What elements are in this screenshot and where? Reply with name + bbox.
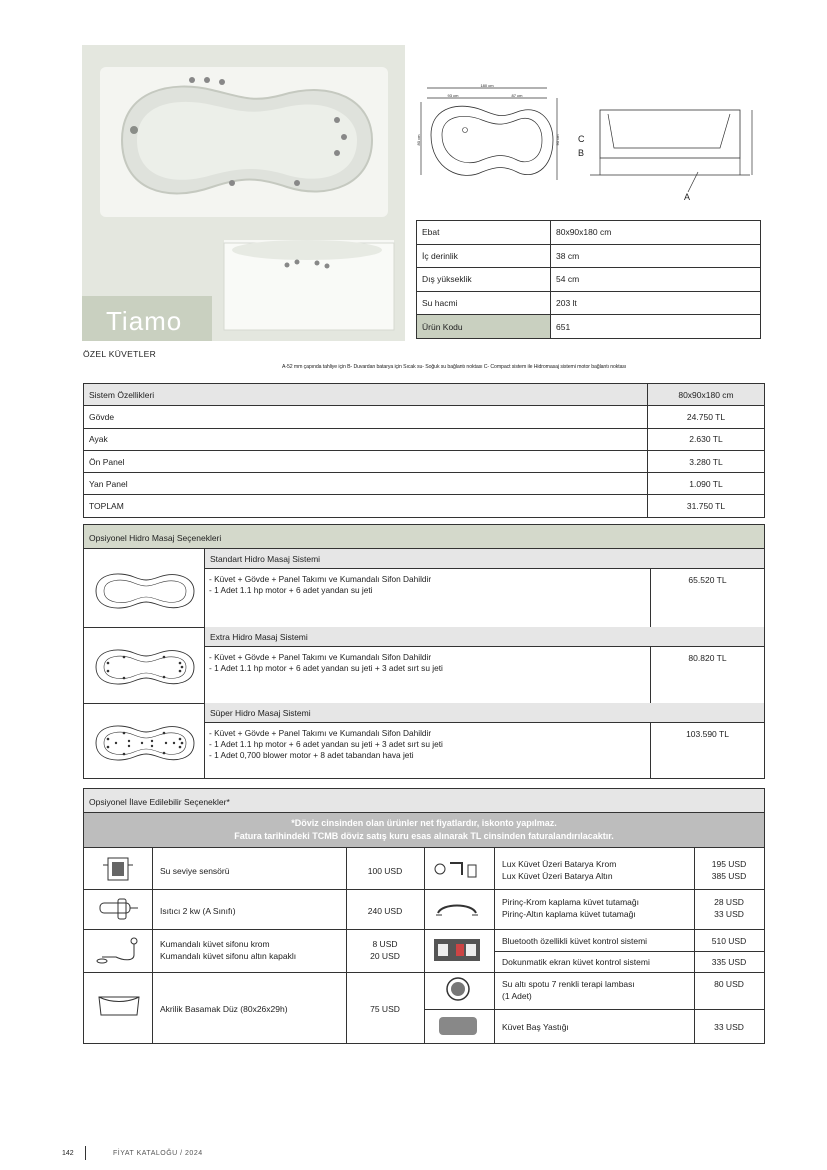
hydro-option-line: - Küvet + Gövde + Panel Takımı ve Kumandalı Sifon Dahildir [209,728,432,738]
spec-value: 54 cm [551,268,761,292]
spec-label: Ürün Kodu [417,315,551,339]
system-row-label: Gövde [84,406,648,428]
dim-right-label: 87 cm [511,93,523,98]
extra-name: Kumandalı küvet sifonu krom [160,939,270,949]
currency-notice [84,813,764,847]
hydro-option-super [84,703,764,778]
extra-price: 240 USD [367,906,403,916]
hydro-option-line: - 1 Adet 0,700 blower motor + 8 adet tabandan hava jeti [209,750,414,760]
faucet-icon [432,855,482,881]
extra-price: 510 USD [711,936,747,946]
optional-extras-section [83,788,765,1044]
footer-divider [85,1146,86,1160]
hydro-option-price: 80.820 TL [650,647,764,703]
spec-row [417,315,761,339]
acrylic-step-icon [96,991,142,1021]
hydro-option-title: Extra Hidro Masaj Sistemi [204,627,764,647]
hydro-option-price: 103.590 TL [650,723,764,778]
extra-tub-icon [84,641,204,693]
hydro-option-line: - Küvet + Gövde + Panel Takımı ve Kumandalı Sifon Dahildir [209,652,432,662]
extra-name: Küvet Baş Yastığı [502,1022,569,1032]
hydro-option-desc [204,647,650,703]
spec-value: 38 cm [551,244,761,268]
hydro-option-desc [204,569,650,627]
extra-price: 8 USD [372,939,398,949]
spec-value: 80x90x180 cm [551,221,761,245]
extra-name: Akrilik Basamak Düz (80x26x29h) [160,1004,288,1014]
section-heading: ÖZEL KÜVETLER [83,349,157,359]
page-number: 142 [62,1150,74,1157]
hydro-option-line: - 1 Adet 1.1 hp motor + 6 adet yandan su jeti [209,585,373,595]
hydro-massage-section [83,524,765,779]
table-row [84,495,765,517]
hydro-option-line: - 1 Adet 1.1 hp motor + 6 adet yandan su jeti + 3 adet sırt su jeti [209,739,443,749]
spec-value: 651 [551,315,761,339]
underwater-light-icon [444,975,472,1003]
specs-table [416,220,761,339]
extra-price: 75 USD [370,1004,400,1014]
hydro-option-extra [84,627,764,703]
side-label-b: B [578,148,585,158]
table-row [84,450,765,472]
system-features-table [83,383,765,518]
product-name: Tiamo [106,306,183,336]
table-row [84,473,765,495]
spec-row [417,268,761,292]
dim-width-label: 180 cm [480,83,494,88]
extra-name: Kumandalı küvet sifonu altın kapaklı [160,951,297,961]
side-label-c: C [578,134,585,144]
spec-value: 203 lt [551,291,761,315]
extra-name: (1 Adet) [502,991,532,1001]
spec-label: Ebat [417,221,551,245]
spec-row [417,221,761,245]
spec-row [417,244,761,268]
extra-name: Su seviye sensörü [160,866,230,876]
legend-note: A-52 mm çapında tahliye için B- Duvardan batarya için Sıcak su- Soğuk su bağlantı noktası C- Compact sistem ile Hidromasaj sistemi motor bağlantı noktası [282,364,627,370]
top-view-diagram [417,80,559,190]
notice-line: *Döviz cinsinden olan ürünler net fiyatlardır, iskonto yapılmaz. [291,818,557,828]
spec-row [417,291,761,315]
hydro-option-standard [84,549,764,627]
extra-price: 100 USD [367,866,403,876]
system-row-label: Yan Panel [84,473,648,495]
system-row-label: Ön Panel [84,450,648,472]
system-row-label: Ayak [84,428,648,450]
system-row-price: 24.750 TL [648,406,765,428]
extra-price: 20 USD [370,951,400,961]
extra-name: Lux Küvet Üzeri Batarya Altın [502,871,613,881]
super-tub-icon [84,717,204,769]
extra-price: 335 USD [711,957,747,967]
extra-name: Pirinç-Altın kaplama küvet tutamağı [502,909,636,919]
head-pillow-icon [436,1014,480,1038]
hydro-option-price: 65.520 TL [650,569,764,627]
system-row-price: 3.280 TL [648,450,765,472]
extra-price: 33 USD [714,909,744,919]
extra-name: Lux Küvet Üzeri Batarya Krom [502,859,617,869]
system-header-label: Sistem Özellikleri [84,384,648,406]
hydro-option-line: - Küvet + Gövde + Panel Takımı ve Kumandalı Sifon Dahildir [209,574,432,584]
spec-label: Su hacmi [417,291,551,315]
system-row-price: 1.090 TL [648,473,765,495]
grab-handle-icon [434,897,480,921]
system-row-price: 2.630 TL [648,428,765,450]
standard-tub-icon [84,565,204,617]
water-level-sensor-icon [100,855,136,883]
hydro-option-desc [204,723,650,778]
side-view-diagram [570,100,760,210]
hydro-option-title: Süper Hidro Masaj Sistemi [204,703,764,723]
extra-price: 33 USD [714,1022,744,1032]
bathtub-drain-icon [94,935,144,967]
extra-name: Dokunmatik ekran küvet kontrol sistemi [502,957,650,967]
control-system-icon [432,935,482,965]
spec-label: İç derinlik [417,244,551,268]
system-row-price: 31.750 TL [648,495,765,517]
extra-name: Pirinç-Krom kaplama küvet tutamağı [502,897,639,907]
notice-line: Fatura tarihindeki TCMB döviz satış kuru esas alınarak TL cinsinden faturalandırılacaktır. [234,831,614,841]
system-header-value: 80x90x180 cm [648,384,765,406]
extra-name: Su altı spotu 7 renkli terapi lambası [502,979,635,989]
extra-name: Isıtıcı 2 kw (A Sınıfı) [160,906,236,916]
table-row [84,428,765,450]
extras-header: Opsiyonel İlave Edilebilir Seçenekler* [84,789,764,813]
catalog-title: FİYAT KATALOĞU / 2024 [113,1150,203,1157]
extra-price: 385 USD [711,871,747,881]
spec-label: Dış yükseklik [417,268,551,292]
extra-price: 195 USD [711,859,747,869]
table-row [84,406,765,428]
extra-price: 80 USD [714,979,744,989]
dim-depth-label: 90 cm [555,134,560,146]
hydro-option-title: Standart Hidro Masaj Sistemi [204,549,764,569]
side-label-a: A [684,192,691,202]
dim-height-label: 80 cm [416,134,421,146]
hydro-option-line: - 1 Adet 1.1 hp motor + 6 adet yandan su jeti + 3 adet sırt su jeti [209,663,443,673]
system-row-label: TOPLAM [84,495,648,517]
hydro-header: Opsiyonel Hidro Masaj Seçenekleri [84,525,764,549]
extra-price: 28 USD [714,897,744,907]
table-header-row [84,384,765,406]
heater-icon [96,895,140,923]
extra-name: Bluetooth özellikli küvet kontrol sistemi [502,936,648,946]
dim-left-label: 93 cm [447,93,459,98]
